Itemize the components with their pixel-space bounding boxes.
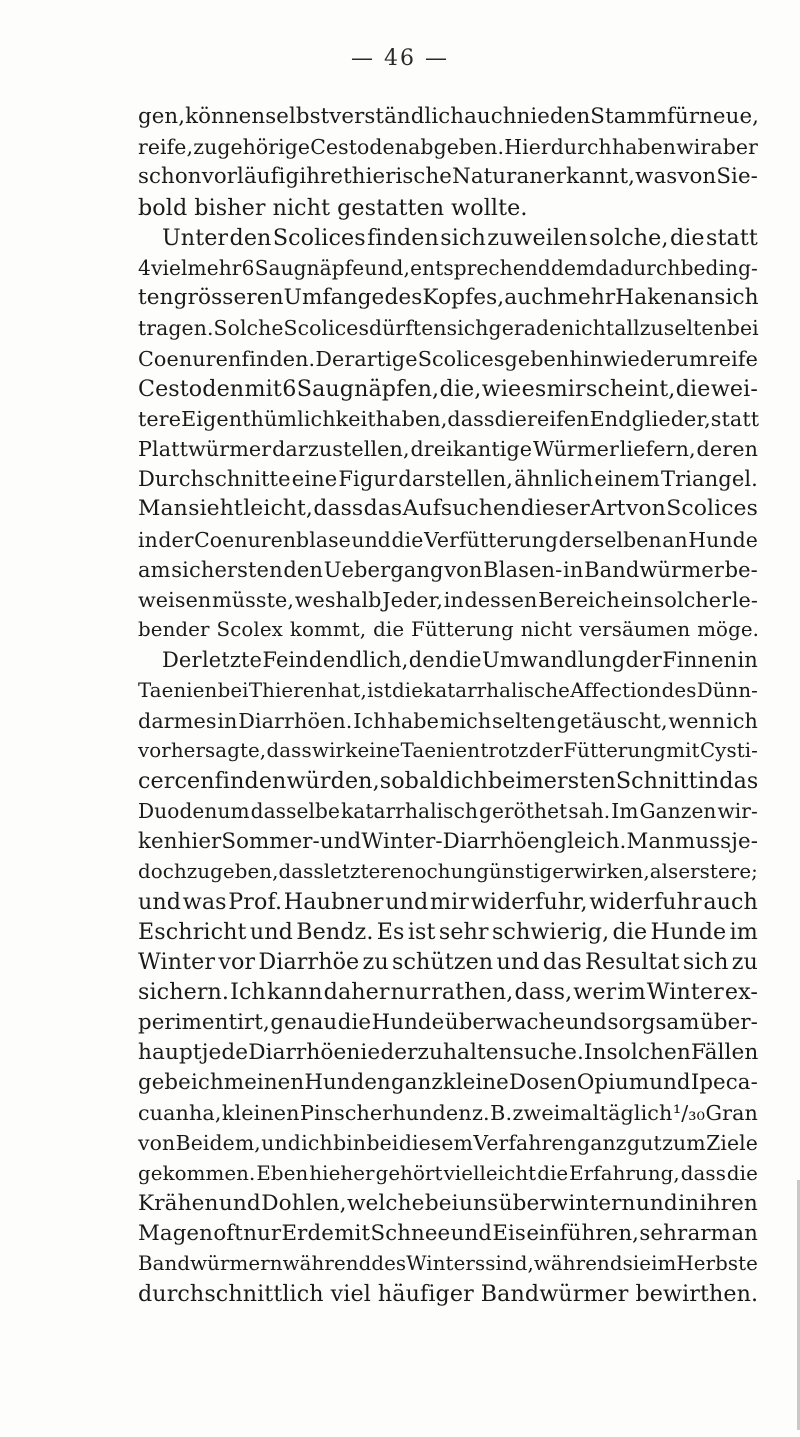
text-line: und was Prof. Haubner und mir widerfuhr, widerfuhr auch <box>138 888 758 915</box>
text-line: Unter den Scolices finden sich zuweilen solche, die statt <box>162 224 758 251</box>
text-line: Taenien bei Thieren hat, ist die katarrhalische Affection des Dünn- <box>138 678 758 702</box>
text-line: perimentirt, genau die Hunde überwache und sorgsam über- <box>138 1009 758 1035</box>
text-line: Der letzte Feind endlich, den die Umwandlung der Finnen in <box>162 648 758 673</box>
text-line: darmes in Diarrhöen. Ich habe mich selten getäuscht, wenn ich <box>138 708 758 733</box>
text-line: Winter vor Diarrhöe zu schützen und das Resultat sich zu <box>138 949 758 976</box>
page-number: — 46 — <box>351 46 449 71</box>
text-line: reife, zugehörige Cestoden abgeben. Hierdurch haben wir aber <box>138 135 758 160</box>
text-line: Magen oft nur Erde mit Schnee und Eis einführen, sehr arm an <box>138 1220 758 1246</box>
text-line: weisen müsste, weshalb Jeder, in dessen Bereich ein solcher le- <box>138 588 758 612</box>
text-line: am sichersten den Uebergang von Blasen- in Bandwürmer be- <box>138 557 758 582</box>
text-line: schon vorläufig ihre thierische Natur anerkannt, was von Sie- <box>138 164 758 190</box>
text-line: vorhersagte, dass wir keine Taenien trotz der Fütterung mit Cysti- <box>138 738 758 762</box>
text-line: bold bisher nicht gestatten wollte. <box>138 194 528 221</box>
text-line: Eschricht und Bendz. Es ist sehr schwierig, die Hunde im <box>138 919 758 946</box>
text-line: Durchschnitte eine Figur darstellen, ähnlich einem Triangel. <box>138 467 758 492</box>
text-line: Cestoden mit 6 Saugnäpfen, die, wie es mir scheint, die wei- <box>138 375 758 402</box>
text-line: Coenuren finden. Derartige Scolices geben hinwiederum reife <box>138 346 758 371</box>
text-line: von Beidem, und ich bin bei diesem Verfahren ganz gut zum Ziele <box>138 1131 758 1156</box>
text-line: in der Coenurenblase und die Verfütterung derselben an Hunde <box>138 527 758 552</box>
text-line: doch zugeben, dass letztere noch ungünstiger wirken, als erstere; <box>138 859 758 883</box>
text-line: sichern. Ich kann daher nur rathen, dass, wer im Winter ex- <box>138 979 758 1006</box>
text-line: tere Eigenthümlichkeit haben, dass die reifen Endglieder, statt <box>138 406 760 431</box>
text-line: Plattwürmer darzustellen, dreikantige Würmer liefern, deren <box>138 437 758 462</box>
text-line: ten grösseren Umfange des Kopfes, auch mehr Haken an sich <box>138 285 759 311</box>
text-line: gen, können selbstverständlich auch nie den Stamm für neue, <box>138 104 760 129</box>
text-line: gekommen. Eben hieher gehört vielleicht die Erfahrung, dass die <box>138 1161 758 1185</box>
text-line: haupt jede Diarrhöe niederzuhalten suche. In solchen Fällen <box>138 1039 759 1065</box>
text-line: ken hier Sommer- und Winter-Diarrhöen gleich. Man muss je- <box>138 828 758 854</box>
text-line: gebe ich meinen Hunden ganz kleine Dosen Opium und Ipeca- <box>138 1070 758 1095</box>
text-line: Duodenum dasselbe katarrhalisch geröthet sah. Im Ganzen wir- <box>138 799 758 824</box>
text-line: Krähen und Dohlen, welche bei uns überwintern und in ihren <box>138 1190 758 1216</box>
text-line: tragen. Solche Scolices dürften sich gerade nicht allzu selten bei <box>138 316 759 341</box>
text-line: Bandwürmern während des Winters sind, während sie im Herbste <box>138 1252 758 1276</box>
text-line: Man sieht leicht, dass das Aufsuchen dieser Art von Scolices <box>138 496 758 522</box>
text-line: bender Scolex kommt, die Fütterung nicht versäumen möge. <box>138 618 760 642</box>
text-line: durchschnittlich viel häufiger Bandwürmer bewirthen. <box>138 1281 759 1308</box>
text-line: cercen finden würden, sobald ich beim ersten Schnitt in das <box>138 768 759 795</box>
text-line: cuanha, kleinen Pinscherhunden z. B. zweimal täglich ¹/₃₀ Gran <box>138 1101 758 1126</box>
body-text <box>138 102 758 1310</box>
text-line: 4 vielmehr 6 Saugnäpfe und, entsprechend dem dadurch beding- <box>138 255 758 280</box>
